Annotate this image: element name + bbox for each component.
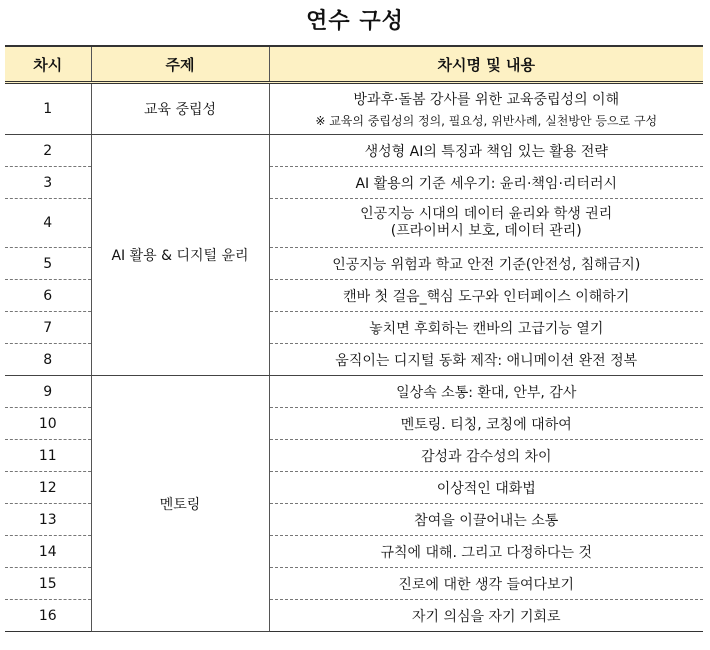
content-cell: 캔바 첫 걸음_핵심 도구와 인터페이스 이해하기 <box>269 280 703 312</box>
session-number: 2 <box>5 135 91 167</box>
content-cell: AI 활용의 기준 세우기: 윤리·책임·리터러시 <box>269 167 703 199</box>
session-number: 11 <box>5 440 91 472</box>
table-row <box>5 83 703 135</box>
session-number: 5 <box>5 248 91 280</box>
table-row <box>5 376 703 408</box>
table-row <box>5 135 703 167</box>
content-cell: 놓치면 후회하는 캔바의 고급기능 열기 <box>269 312 703 344</box>
content-cell: 생성형 AI의 특징과 책임 있는 활용 전략 <box>269 135 703 167</box>
content-cell: 멘토링. 티칭, 코칭에 대하여 <box>269 408 703 440</box>
session-number: 1 <box>5 83 91 135</box>
content-cell: 감성과 감수성의 차이 <box>269 440 703 472</box>
content-note: ※ 교육의 중립성의 정의, 필요성, 위반사례, 실천방안 등으로 구성 <box>315 114 658 128</box>
header-session: 차시 <box>5 46 91 83</box>
content-cell <box>269 83 703 135</box>
content-title: 인공지능 시대의 데이터 윤리와 학생 권리 <box>360 206 613 222</box>
session-number: 16 <box>5 600 91 632</box>
page-title: 연수 구성 <box>306 9 404 34</box>
content-cell: 이상적인 대화법 <box>269 472 703 504</box>
content-cell: 움직이는 디지털 동화 제작: 애니메이션 완전 정복 <box>269 344 703 376</box>
session-number: 15 <box>5 568 91 600</box>
session-number: 6 <box>5 280 91 312</box>
content-cell: 자기 의심을 자기 기회로 <box>269 600 703 632</box>
session-number: 9 <box>5 376 91 408</box>
header-topic: 주제 <box>91 46 269 83</box>
content-cell: 참여을 이끌어내는 소통 <box>269 504 703 536</box>
content-cell <box>269 199 703 248</box>
session-number: 13 <box>5 504 91 536</box>
content-cell: 인공지능 위험과 학교 안전 기준(안전성, 침해금지) <box>269 248 703 280</box>
session-number: 4 <box>5 199 91 248</box>
content-cell: 진로에 대한 생각 들여다보기 <box>269 568 703 600</box>
session-number: 3 <box>5 167 91 199</box>
topic-cell: AI 활용 & 디지털 윤리 <box>91 135 269 376</box>
session-number: 8 <box>5 344 91 376</box>
topic-cell: 교육 중립성 <box>91 83 269 135</box>
content-note: (프라이버시 보호, 데이터 관리) <box>390 223 582 239</box>
content-cell: 일상속 소통: 환대, 안부, 감사 <box>269 376 703 408</box>
table-header-row <box>5 46 703 83</box>
session-number: 14 <box>5 536 91 568</box>
curriculum-table <box>5 45 703 632</box>
session-number: 10 <box>5 408 91 440</box>
header-content: 차시명 및 내용 <box>269 46 703 83</box>
topic-cell: 멘토링 <box>91 376 269 632</box>
content-title: 방과후·돌봄 강사를 위한 교육중립성의 이해 <box>353 92 620 108</box>
content-cell: 규칙에 대해. 그리고 다정하다는 것 <box>269 536 703 568</box>
session-number: 7 <box>5 312 91 344</box>
session-number: 12 <box>5 472 91 504</box>
